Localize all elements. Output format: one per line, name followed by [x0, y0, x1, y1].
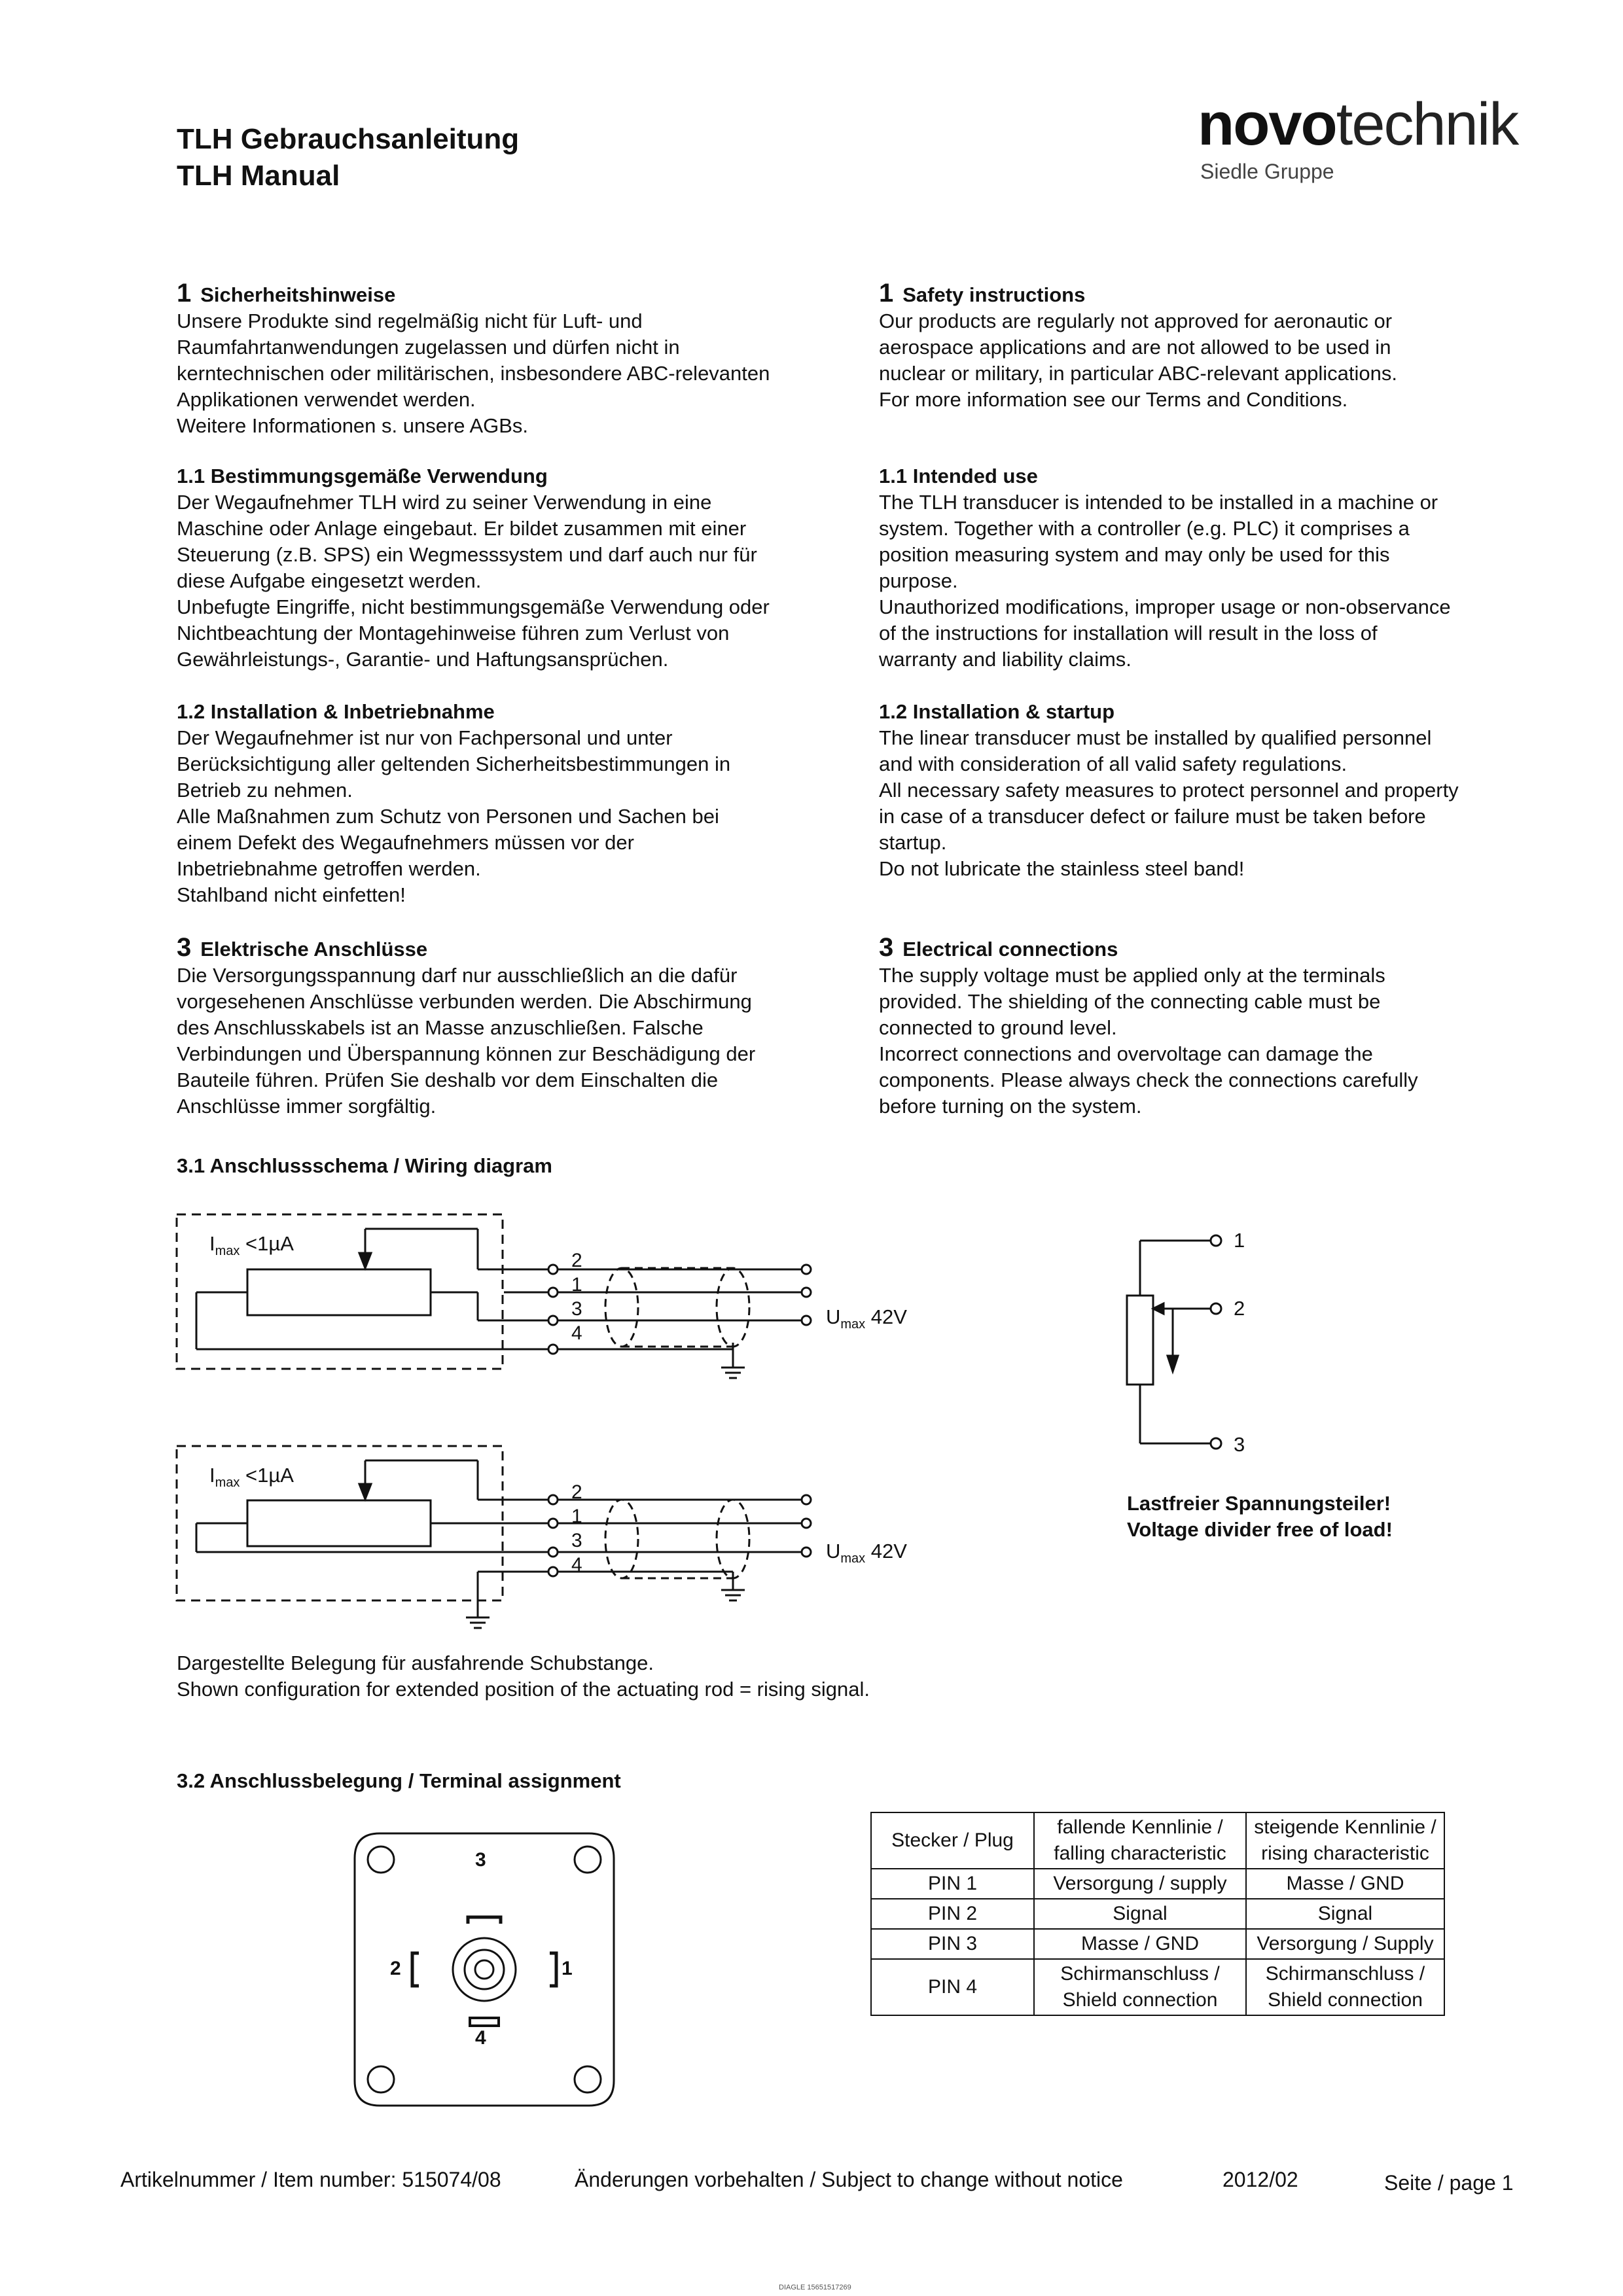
umax-label-top: $U_{max}$ 42V — [826, 1305, 907, 1332]
section-title: 1.2 Installation & startup — [879, 700, 1115, 723]
table-header-cell: Stecker / Plug — [871, 1812, 1034, 1869]
pin-label: 4 — [571, 1322, 582, 1344]
load-note-german: Lastfreier Spannungsteiler! — [1127, 1492, 1391, 1515]
pin-label: 2 — [571, 1250, 582, 1271]
table-cell: Versorgung / Supply — [1246, 1929, 1444, 1959]
section-title: 1.1 Bestimmungsgemäße Verwendung — [177, 465, 548, 487]
section-text: The supply voltage must be applied only at the terminals provided. The shielding of the connecting cable must be connected to ground level. Incorrect connections and overvoltage can damage the components. Please always check the connections carefully before turning on the system. — [879, 964, 1418, 1118]
title-german: TLH Gebrauchsanleitung — [177, 123, 520, 155]
table-cell: Versorgung / supply — [1034, 1869, 1246, 1899]
footer-code: DIAGLE 15651517269 — [779, 2284, 851, 2291]
load-note-english: Voltage divider free of load! — [1127, 1518, 1393, 1541]
table-cell: Masse / GND — [1034, 1929, 1246, 1959]
pin-labels-bottom — [571, 1480, 582, 1577]
table-row — [871, 1899, 1444, 1929]
resistor-bottom — [247, 1500, 431, 1546]
english-section-1-2 — [879, 699, 1546, 882]
table-cell: Schirmanschluss / Shield connection — [1246, 1959, 1444, 2015]
divider-pin-2: 2 — [1234, 1297, 1245, 1320]
pin-label: 4 — [571, 1554, 582, 1576]
logo-subtitle: Siedle Gruppe — [1200, 160, 1334, 183]
company-logo — [1198, 92, 1538, 184]
terminal-heading: 3.2 Anschlussbelegung / Terminal assignment — [177, 1769, 621, 1792]
umax-label-bottom: $U_{max}$ 42V — [826, 1540, 907, 1566]
german-section-3 — [177, 934, 844, 1120]
table-row — [871, 1929, 1444, 1959]
english-section-1 — [879, 280, 1546, 413]
logo-bold-part: novo — [1198, 91, 1336, 158]
section-text: Der Wegaufnehmer ist nur von Fachpersonal und unter Berücksichtigung aller geltenden Sicherheitsbestimmungen in Betrieb zu nehmen. Alle Maßnahmen zum Schutz von Personen und Sachen bei einem Defekt des Wegaufnehmers müssen vor der Inbetriebnahme getroffen werden. Stahlband nicht einfetten! — [177, 726, 731, 906]
german-section-1-1 — [177, 463, 844, 673]
connector-label-2: 2 — [390, 1958, 401, 1979]
configuration-note — [177, 1650, 870, 1703]
english-section-1-1 — [879, 463, 1546, 673]
terminal-table — [870, 1812, 1445, 2016]
footer-date: 2012/02 — [1222, 2168, 1298, 2191]
section-title: Safety instructions — [902, 283, 1086, 306]
table-header-cell: fallende Kennlinie / falling characteristic — [1034, 1812, 1246, 1869]
table-cell: PIN 2 — [871, 1899, 1034, 1929]
english-section-3 — [879, 934, 1546, 1120]
logo-light-part: technik — [1336, 91, 1518, 158]
pin-label: 3 — [571, 1298, 582, 1320]
note-german: Dargestellte Belegung für ausfahrende Schubstange. — [177, 1651, 654, 1674]
section-text: Der Wegaufnehmer TLH wird zu seiner Verwendung in eine Maschine oder Anlage eingebaut. Er bildet zusammen mit einer Steuerung (z.B. SPS) ein Wegmesssystem und darf auch nur für diese Aufgabe eingesetzt werden. Unbefugte Eingriffe, nicht bestimmungsgemäße Verwendung oder Nichtbeachtung der Montagehinweise führen zum Verlust von Gewährleistungs-, Garantie- und Haftungsansprüchen. — [177, 491, 770, 671]
connector-label-1: 1 — [562, 1958, 573, 1979]
section-text: Our products are regularly not approved for aeronautic or aerospace applications and are not allowed to be used in nuclear or military, in particular ABC-relevant applications. For more information see our Terms and Conditions. — [879, 309, 1397, 411]
section-title: Electrical connections — [902, 938, 1118, 961]
section-number: 3 — [879, 933, 894, 962]
table-cell: Signal — [1246, 1899, 1444, 1929]
footer-item-number: Artikelnummer / Item number: 515074/08 — [120, 2168, 501, 2191]
section-text: Die Versorgungsspannung darf nur ausschließlich an die dafür vorgesehenen Anschlüsse verbunden werden. Die Abschirmung des Anschlusskabels ist an Masse anzuschließen. Falsche Verbindungen und Überspannung können zur Beschädigung der Bauteile führen. Prüfen Sie deshalb vor dem Einschalten die Anschlüsse immer sorgfältig. — [177, 964, 756, 1118]
section-text: The TLH transducer is intended to be installed in a machine or system. Together with a controller (e.g. PLC) it comprises a position measuring system and may only be used for this purpose. Unauthorized modifications, improper usage or non-observance of the instructions for installation will result in the loss of warranty and liability claims. — [879, 491, 1451, 671]
imax-label-top: $I_{max} <1\mu A$ — [209, 1232, 294, 1259]
section-number: 1 — [177, 279, 192, 308]
table-header-cell: steigende Kennlinie / rising characteristic — [1246, 1812, 1444, 1869]
divider-pin-1: 1 — [1234, 1229, 1245, 1252]
note-english: Shown configuration for extended position of the actuating rod = rising signal. — [177, 1678, 870, 1701]
connector-label-3: 3 — [475, 1849, 486, 1871]
pin-label: 3 — [571, 1530, 582, 1551]
resistor-top — [247, 1269, 431, 1315]
table-cell: Signal — [1034, 1899, 1246, 1929]
pin-label: 1 — [571, 1274, 582, 1296]
table-header-row — [871, 1812, 1444, 1869]
section-title: 1.2 Installation & Inbetriebnahme — [177, 700, 495, 723]
document-title — [177, 121, 519, 194]
pin-label: 1 — [571, 1506, 582, 1527]
table-row — [871, 1869, 1444, 1899]
table-cell: PIN 4 — [871, 1959, 1034, 2015]
section-number: 1 — [879, 279, 894, 308]
table-row — [871, 1959, 1444, 2015]
section-number: 3 — [177, 933, 192, 962]
section-title: 1.1 Intended use — [879, 465, 1038, 487]
footer-changes: Änderungen vorbehalten / Subject to change without notice — [575, 2168, 1123, 2191]
wiring-heading: 3.1 Anschlussschema / Wiring diagram — [177, 1154, 552, 1177]
section-text: Unsere Produkte sind regelmäßig nicht für Luft- und Raumfahrtanwendungen zugelassen und dürfen nicht in kerntechnischen oder militärischen, insbesondere ABC-relevanten Applikationen verwendet werden. Weitere Informationen s. unsere AGBs. — [177, 309, 770, 437]
divider-pin-3: 3 — [1234, 1433, 1245, 1456]
title-english: TLH Manual — [177, 160, 340, 192]
pin-label: 2 — [571, 1481, 582, 1503]
section-text: The linear transducer must be installed by qualified personnel and with consideration of all valid safety regulations. All necessary safety measures to protect personnel and property in case of a transducer defect or failure must be taken before startup. Do not lubricate the stainless steel band! — [879, 726, 1459, 880]
table-cell: Masse / GND — [1246, 1869, 1444, 1899]
section-title: Elektrische Anschlüsse — [200, 938, 428, 961]
table-cell: Schirmanschluss / Shield connection — [1034, 1959, 1246, 2015]
table-cell: PIN 3 — [871, 1929, 1034, 1959]
footer-page: Seite / page 1 — [1384, 2171, 1514, 2195]
table-cell: PIN 1 — [871, 1869, 1034, 1899]
german-section-1 — [177, 280, 844, 439]
section-title: Sicherheitshinweise — [200, 283, 396, 306]
load-note — [1127, 1491, 1393, 1543]
german-section-1-2 — [177, 699, 844, 908]
imax-label-bottom: $I_{max} <1\mu A$ — [209, 1464, 294, 1491]
connector-label-4: 4 — [475, 2027, 486, 2049]
pin-labels-top — [571, 1248, 582, 1345]
